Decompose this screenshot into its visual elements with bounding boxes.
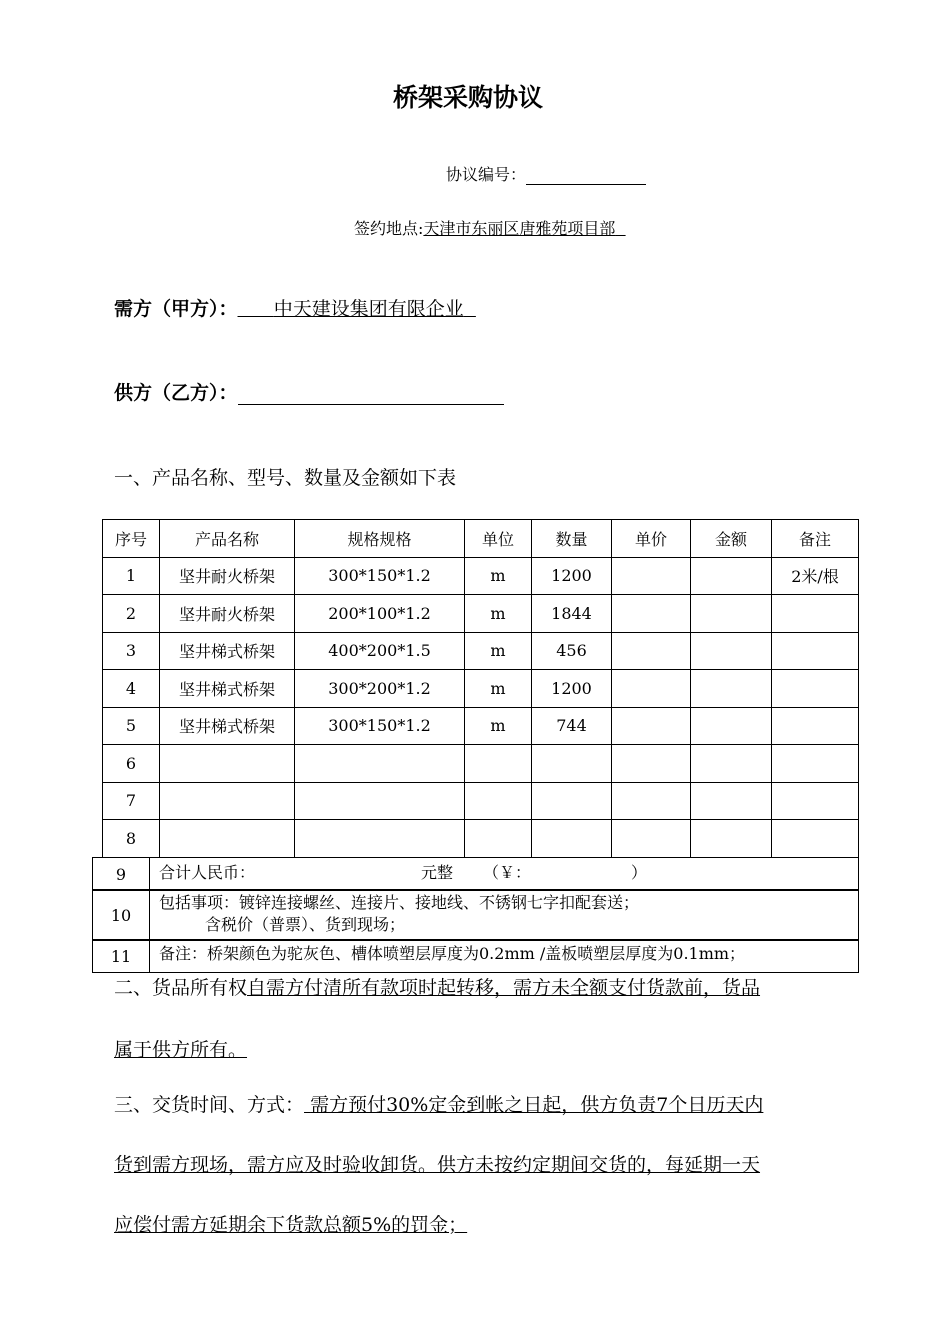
table-cell [532, 782, 612, 820]
agreement-number [446, 162, 646, 185]
table-cell [160, 782, 295, 820]
row-10-number: 10 [93, 890, 150, 940]
buyer-line [114, 294, 476, 321]
table-cell [532, 820, 612, 858]
section-2-prefix: 二、货品所有权 [114, 977, 248, 999]
row-9-total [92, 857, 859, 891]
table-cell [691, 595, 772, 633]
agreement-number-blank [526, 166, 646, 185]
column-header: 产品名称 [160, 520, 295, 558]
table-cell: m [465, 707, 532, 745]
table-cell [465, 745, 532, 783]
table-cell: 1200 [532, 557, 612, 595]
product-table [102, 519, 859, 858]
includes-line-1: 包括事项：镀锌连接螺丝、连接片、接地线、不锈钢七字扣配套送； [159, 893, 640, 912]
table-cell: 1200 [532, 670, 612, 708]
row-11-remarks [92, 939, 859, 973]
total-currency-label: （￥： [483, 863, 532, 882]
table-cell [691, 632, 772, 670]
table-cell [612, 745, 691, 783]
table-cell: 4 [103, 670, 160, 708]
section-3-line-2: 货到需方现场，需方应及时验收卸货。供方未按约定期间交货的，每延期一天 [114, 1154, 761, 1176]
table-cell [772, 745, 859, 783]
column-header: 数量 [532, 520, 612, 558]
table-cell: 坚井耐火桥架 [160, 557, 295, 595]
table-cell: 坚井梯式桥架 [160, 632, 295, 670]
table-cell: 300*200*1.2 [295, 670, 465, 708]
section-1-heading: 一、产品名称、型号、数量及金额如下表 [114, 467, 457, 489]
table-cell: 2 [103, 595, 160, 633]
table-cell [772, 632, 859, 670]
table-cell [691, 670, 772, 708]
total-yuan-label: 元整 [421, 863, 454, 882]
buyer-value: 中天建设集团有限企业 [273, 298, 464, 320]
table-cell: 744 [532, 707, 612, 745]
table-cell [772, 595, 859, 633]
table-cell [691, 782, 772, 820]
sign-place-value: 天津市东丽区唐雅苑项目部 [423, 219, 616, 238]
table-row [103, 595, 859, 633]
table-cell [465, 782, 532, 820]
section-3-prefix: 三、交货时间、方式： [114, 1094, 305, 1116]
table-cell: 2米/根 [772, 557, 859, 595]
total-rmb-label: 合计人民币： [159, 863, 256, 882]
table-cell [612, 595, 691, 633]
column-header: 单价 [612, 520, 691, 558]
table-cell [772, 707, 859, 745]
seller-line [114, 378, 504, 405]
remarks-text: 备注：桥架颜色为驼灰色、槽体喷塑层厚度为0.2mm /盖板喷塑层厚度为0.1mm； [159, 944, 746, 963]
table-cell [691, 820, 772, 858]
table-cell [612, 557, 691, 595]
table-cell [772, 670, 859, 708]
table-cell: 3 [103, 632, 160, 670]
table-cell [532, 745, 612, 783]
table-cell [295, 745, 465, 783]
table-cell [772, 820, 859, 858]
row-10-includes [92, 889, 859, 941]
table-row [103, 557, 859, 595]
column-header: 序号 [103, 520, 160, 558]
table-cell: m [465, 632, 532, 670]
column-header: 单位 [465, 520, 532, 558]
table-cell: 400*200*1.5 [295, 632, 465, 670]
document-title: 桥架采购协议 [392, 83, 543, 112]
table-cell [772, 782, 859, 820]
table-cell [691, 745, 772, 783]
table-cell: 坚井耐火桥架 [160, 595, 295, 633]
table-row [103, 820, 859, 858]
table-cell: 1844 [532, 595, 612, 633]
sign-place-label: 签约地点: [354, 219, 424, 238]
table-cell: 8 [103, 820, 160, 858]
table-cell [465, 820, 532, 858]
table-row [103, 745, 859, 783]
section-3-line-1: 三、交货时间、方式： 需方预付30%定金到帐之日起，供方负责7个日历天内 [114, 1094, 764, 1116]
table-cell [612, 632, 691, 670]
table-cell: 7 [103, 782, 160, 820]
table-row [103, 632, 859, 670]
table-cell [691, 707, 772, 745]
total-close-paren: ） [631, 863, 648, 882]
table-cell [295, 820, 465, 858]
seller-label: 供方（乙方）： [114, 382, 238, 404]
table-cell: 坚井梯式桥架 [160, 707, 295, 745]
row-11-number: 11 [93, 940, 150, 972]
table-cell: 300*150*1.2 [295, 557, 465, 595]
row-9-number: 9 [93, 858, 150, 890]
table-cell: m [465, 557, 532, 595]
section-2-line-2: 属于供方所有。 [114, 1039, 248, 1061]
buyer-label: 需方（甲方）： [114, 298, 238, 320]
table-cell [160, 745, 295, 783]
table-cell: 300*150*1.2 [295, 707, 465, 745]
table-cell: 5 [103, 707, 160, 745]
table-cell [295, 782, 465, 820]
section-3-line-3: 应偿付需方延期余下货款总额5%的罚金； [114, 1214, 468, 1236]
section-2-line-1: 二、货品所有权自需方付清所有款项时起转移，需方未全额支付货款前，货品 [114, 977, 761, 999]
table-cell: 1 [103, 557, 160, 595]
table-cell: m [465, 670, 532, 708]
table-cell [612, 670, 691, 708]
table-header-row [103, 520, 859, 558]
table-row [103, 782, 859, 820]
column-header: 备注 [772, 520, 859, 558]
column-header: 规格规格 [295, 520, 465, 558]
agreement-number-label: 协议编号： [446, 165, 527, 184]
includes-line-2: 含税价（普票）、货到现场； [205, 915, 406, 934]
table-cell: 6 [103, 745, 160, 783]
table-cell [691, 557, 772, 595]
table-cell: 坚井梯式桥架 [160, 670, 295, 708]
seller-blank [238, 382, 504, 405]
table-cell [612, 782, 691, 820]
table-row [103, 707, 859, 745]
table-cell [160, 820, 295, 858]
product-table-body [103, 520, 859, 858]
table-row [103, 670, 859, 708]
table-cell: 456 [532, 632, 612, 670]
sign-place [354, 216, 626, 239]
table-cell: 200*100*1.2 [295, 595, 465, 633]
table-cell [612, 820, 691, 858]
column-header: 金额 [691, 520, 772, 558]
table-cell: m [465, 595, 532, 633]
table-cell [612, 707, 691, 745]
